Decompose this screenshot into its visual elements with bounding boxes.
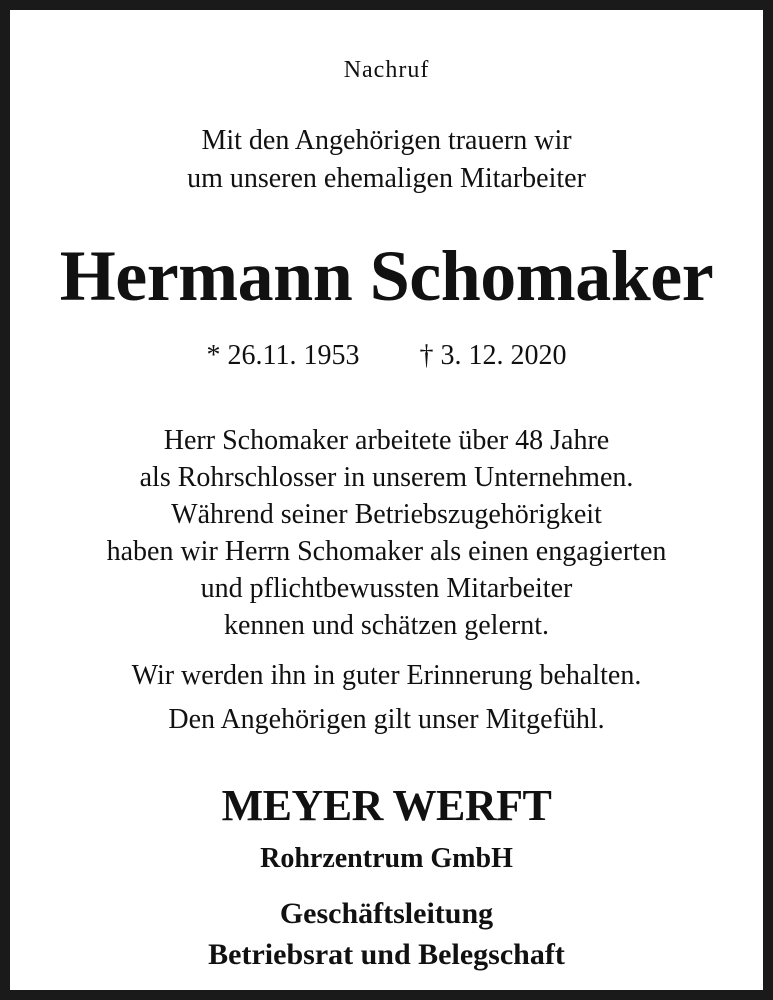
notice-heading: Nachruf [343, 57, 430, 83]
birth-date: * 26.11. 1953 [206, 340, 360, 371]
tribute-line: haben wir Herrn Schomaker als einen engagierten [106, 536, 667, 567]
tribute-line: und pflichtbewussten Mitarbeiter [200, 573, 573, 604]
signatory: Betriebsrat und Belegschaft [208, 938, 565, 971]
intro-line: um unseren ehemaligen Mitarbeiter [187, 163, 586, 194]
life-dates [10, 340, 763, 372]
company-division: Rohrzentrum GmbH [260, 843, 513, 874]
deceased-name: Hermann Schomaker [59, 236, 714, 316]
tribute-line: Herr Schomaker arbeitete über 48 Jahre [163, 425, 610, 456]
tribute-line: Während seiner Betriebszugehörigkeit [171, 499, 602, 530]
signatory: Geschäftsleitung [279, 897, 494, 930]
company-name: MEYER WERFT [221, 781, 552, 830]
closing-line: Den Angehörigen gilt unser Mitgefühl. [168, 704, 605, 735]
closing-line: Wir werden ihn in guter Erinnerung behalten. [131, 660, 642, 691]
death-date: † 3. 12. 2020 [419, 340, 567, 371]
tribute-line: kennen und schätzen gelernt. [224, 610, 549, 641]
intro-line: Mit den Angehörigen trauern wir [201, 125, 572, 156]
tribute-line: als Rohrschlosser in unserem Unternehmen. [139, 462, 634, 493]
